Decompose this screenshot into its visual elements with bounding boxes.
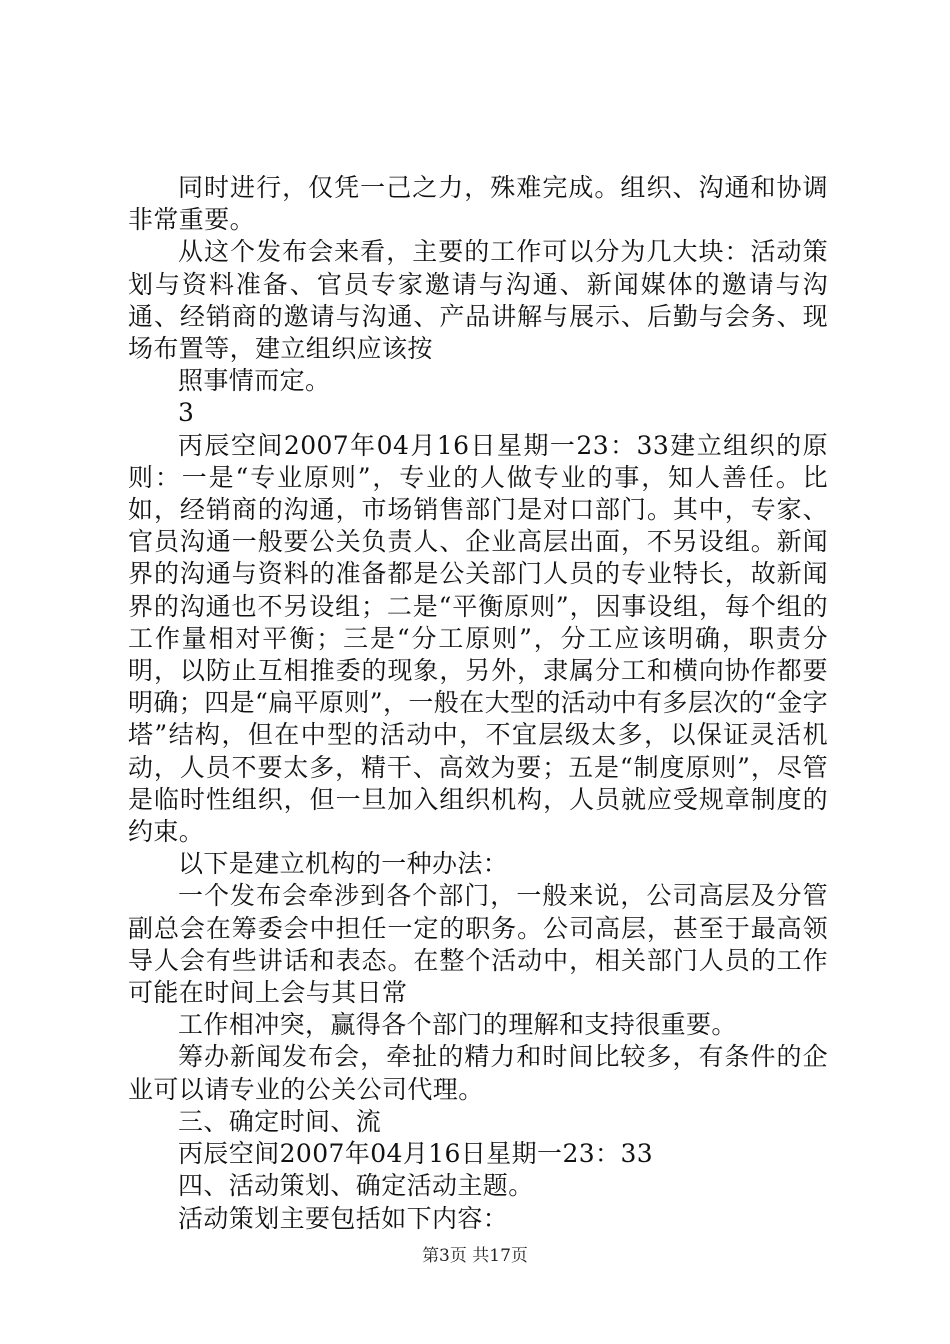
section-heading: 四、活动策划、确定活动主题。 <box>178 1171 534 1201</box>
paragraph: 从这个发布会来看，主要的工作可以分为几大块：活动策划与资料准备、官员专家邀请与沟通、新闻媒体的邀请与沟通、经销商的邀请与沟通、产品讲解与展示、后勤与会务、现场布置等，建立组织应该按 <box>128 237 828 364</box>
section-heading: 三、确定时间、流 <box>178 1106 382 1136</box>
timestamp-line: 丙辰空间2007年04月16日星期一23：33 <box>178 1139 654 1169</box>
paragraph: 以下是建立机构的一种办法： <box>178 849 509 879</box>
paragraph: 照事情而定。 <box>178 366 331 396</box>
paragraph: 同时进行，仅凭一己之力，殊难完成。组织、沟通和协调非常重要。 <box>128 173 828 235</box>
page-number-marker: 3 <box>178 398 195 428</box>
paragraph: 工作相冲突，赢得各个部门的理解和支持很重要。 <box>178 1010 737 1040</box>
paragraph: 筹办新闻发布会，牵扯的精力和时间比较多，有条件的企业可以请专业的公关公司代理。 <box>128 1042 828 1104</box>
paragraph: 丙辰空间2007年04月16日星期一23：33建立组织的原则：一是“专业原则”，专业的人做专业的事，知人善任。比如，经销商的沟通，市场销售部门是对口部门。其中，专家、官员沟通一般要公关负责人、企业高层出面，不另设组。新闻界的沟通与资料的准备都是公关部门人员的专业特长，故新闻界的沟通也不另设组；二是“平衡原则”，因事设组，每个组的工作量相对平衡；三是“分工原则”，分工应该明确，职责分明，以防止互相推委的现象，另外，隶属分工和横向协作都要明确；四是“扁平原则”，一般在大型的活动中有多层次的“金字塔”结构，但在中型的活动中，不宜层级太多，以保证灵活机动，人员不要太多，精干、高效为要；五是“制度原则”，尽管是临时性组织，但一旦加入组织机构，人员就应受规章制度的约束。 <box>128 430 828 847</box>
body-text <box>128 172 828 1235</box>
paragraph: 一个发布会牵涉到各个部门，一般来说，公司高层及分管副总会在筹委会中担任一定的职务。公司高层，甚至于最高领导人会有些讲话和表态。在整个活动中，相关部门人员的工作可能在时间上会与其日常 <box>128 881 828 1008</box>
page-footer: 第3页 共17页 <box>422 1246 528 1266</box>
paragraph: 活动策划主要包括如下内容： <box>178 1203 509 1233</box>
